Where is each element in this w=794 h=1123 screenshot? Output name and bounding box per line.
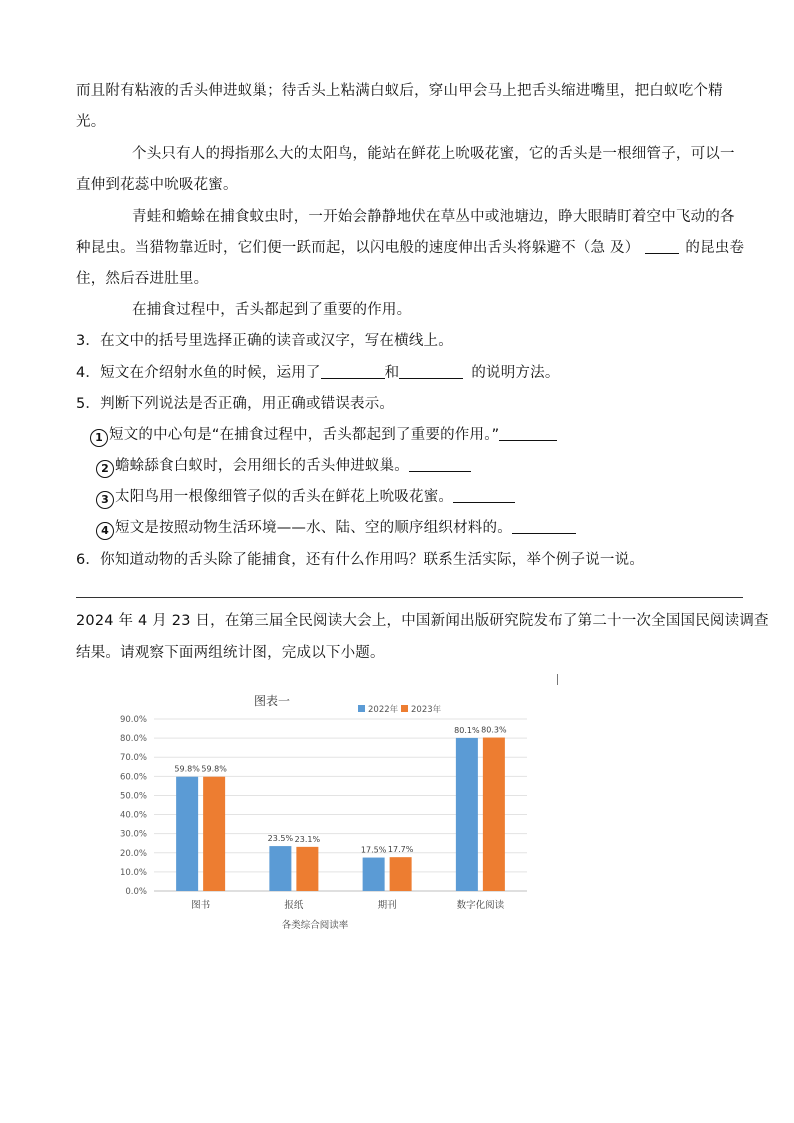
x-axis-label: 各类综合阅读率	[281, 920, 349, 931]
question-5: 5．判断下列说法是否正确，用正确或错误表示。	[76, 396, 395, 412]
circled-number: 4	[96, 522, 114, 540]
legend-swatch	[401, 705, 408, 712]
separator-line	[76, 597, 743, 598]
bar	[390, 857, 412, 891]
judge-text: 短文是按照动物生活环境——水、陆、空的顺序组织材料的。	[115, 520, 512, 536]
question-text: 和	[384, 365, 400, 381]
bar	[296, 847, 318, 891]
y-tick-label: 10.0%	[119, 867, 147, 878]
x-tick-label: 期刊	[377, 900, 397, 911]
judge-item	[96, 456, 471, 478]
answer-blank[interactable]	[645, 239, 679, 254]
passage-line: 个头只有人的拇指那么大的太阳鸟，能站在鲜花上吮吸花蜜，它的舌头是一根细管子，可以一	[132, 146, 735, 162]
answer-blank[interactable]	[512, 519, 576, 534]
y-tick-label: 40.0%	[119, 810, 147, 821]
y-tick-label: 30.0%	[119, 829, 147, 840]
bar	[483, 738, 505, 891]
answer-blank[interactable]	[453, 488, 515, 503]
passage-line: 而且附有粘液的舌头伸进蚁巢；待舌头上粘满白蚁后，穿山甲会马上把舌头缩进嘴里，把白蚁吃个精	[76, 83, 723, 99]
legend-swatch	[358, 705, 365, 712]
question-3: 3．在文中的括号里选择正确的读音或汉字，写在横线上。	[76, 333, 453, 349]
question-6: 6．你知道动物的舌头除了能捕食，还有什么作用吗？联系生活实际，举个例子说一说。	[76, 552, 645, 568]
bar	[363, 858, 385, 891]
judge-text: 蟾蜍舔食白蚁时，会用细长的舌头伸进蚁巢。	[115, 458, 409, 474]
question-4	[76, 363, 560, 383]
passage-text: 种昆虫。当猎物靠近时，它们便一跃而起，以闪电般的速度伸出舌头将躲避不（急 及）	[76, 240, 640, 256]
question-text: 4．短文在介绍射水鱼的时候，运用了	[76, 365, 321, 381]
bar-chart	[110, 688, 540, 938]
data-label: 59.8%	[201, 764, 227, 774]
answer-blank[interactable]	[399, 364, 463, 379]
data-label: 17.5%	[360, 845, 387, 855]
y-tick-label: 70.0%	[119, 753, 147, 764]
legend-label: 2022年	[368, 705, 399, 715]
data-label: 80.3%	[481, 725, 507, 735]
judge-item	[90, 425, 557, 447]
x-tick-label: 图书	[191, 900, 211, 911]
text-cursor	[557, 674, 558, 685]
judge-text: 太阳鸟用一根像细管子似的舌头在鲜花上吮吸花蜜。	[115, 489, 454, 505]
passage-line: 光。	[76, 114, 106, 130]
passage-line: 在捕食过程中，舌头都起到了重要的作用。	[132, 302, 412, 318]
bar	[456, 738, 478, 891]
passage-line: 直伸到花蕊中吮吸花蜜。	[76, 177, 238, 193]
data-label: 23.5%	[267, 834, 294, 844]
x-tick-label: 数字化阅读	[456, 900, 505, 911]
y-tick-label: 20.0%	[119, 848, 147, 859]
passage-line: 青蛙和蟾蜍在捕食蚊虫时，一开始会静静地伏在草丛中或池塘边，睁大眼睛盯着空中飞动的各	[132, 209, 735, 225]
answer-blank[interactable]	[321, 364, 385, 379]
data-label: 80.1%	[454, 725, 480, 735]
judge-item	[96, 487, 515, 509]
data-label: 59.8%	[174, 764, 200, 774]
passage-text: 的昆虫卷	[685, 240, 745, 256]
passage-line: 住，然后吞进肚里。	[76, 271, 209, 287]
intro-line: 结果。请观察下面两组统计图，完成以下小题。	[76, 645, 385, 661]
chart-title: 图表一	[253, 694, 291, 708]
circled-number: 2	[96, 460, 114, 478]
passage-line	[76, 238, 744, 258]
bar	[203, 777, 225, 891]
bar	[269, 846, 291, 891]
circled-number: 3	[96, 491, 114, 509]
data-label: 23.1%	[294, 834, 321, 844]
data-label: 17.7%	[387, 845, 414, 855]
y-tick-label: 90.0%	[119, 715, 147, 725]
x-tick-label: 报纸	[284, 900, 304, 911]
intro-line: 2024 年 4 月 23 日，在第三届全民阅读大会上，中国新闻出版研究院发布了第二十一次全国国民阅读调查	[76, 613, 769, 629]
circled-number: 1	[90, 429, 108, 447]
y-tick-label: 0.0%	[125, 887, 147, 897]
answer-blank[interactable]	[499, 426, 557, 441]
answer-blank[interactable]	[409, 457, 471, 472]
legend-label: 2023年	[411, 705, 442, 715]
bar	[176, 777, 198, 891]
y-tick-label: 50.0%	[119, 791, 147, 802]
judge-text: 短文的中心句是“在捕食过程中，舌头都起到了重要的作用。”	[109, 427, 500, 443]
y-tick-label: 80.0%	[119, 734, 147, 745]
y-tick-label: 60.0%	[119, 772, 147, 783]
question-text: 的说明方法。	[471, 365, 560, 381]
judge-item	[96, 518, 576, 540]
